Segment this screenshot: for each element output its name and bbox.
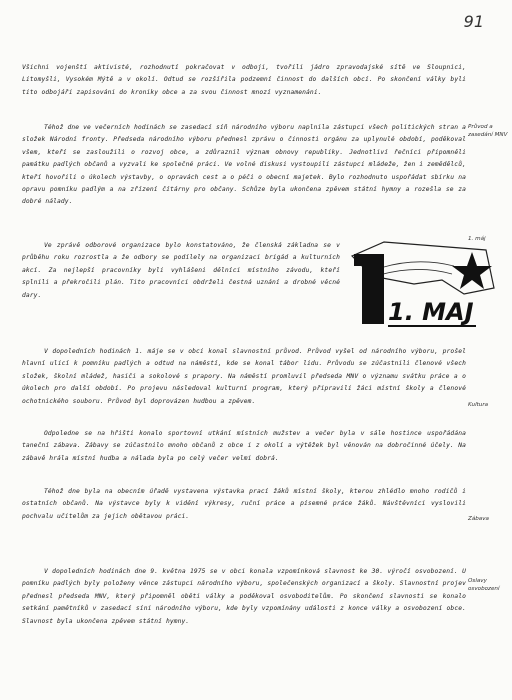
logo-text: 1. MAJ <box>388 298 474 326</box>
margin-note-2: 1. máj <box>468 236 486 242</box>
paragraph-5: Odpoledne se na hřišti konalo sportovní utkání místních mužstev a večer byla v sále hostince uspořádána taneční zábava. Zábavy se zúčastnilo mnoho občanů z obce i z okolí a výtěžek byl věnován na dobročinné účely. Na zábavě hrála místní hudba a nálada byla po celý večer velmi dobrá. <box>22 430 466 462</box>
margin-note-3: Kultura <box>468 402 489 408</box>
page-number: 91 <box>463 12 484 31</box>
paragraph-7: V dopoledních hodinách dne 9. května 1975 se v obci konala vzpomínková slavnost ke 30. výročí osvobození. U pomníku padlých byly položeny věnce zástupci národního výboru, společenských organizací a školy. Slavnostní projev přednesl předseda MNV, který připomněl oběti války a poděkoval osvoboditelům. Po skončení slavnosti se konalo setkání pamětníků v zasedací síni národního výboru, kde byly vzpomínány události z konce války a osvobození obce. Slavnost byla ukončena zpěvem státní hymny. <box>22 568 466 625</box>
flag-line-2 <box>376 269 452 276</box>
paragraph-3: Ve zprávě odborové organizace bylo konstatováno, že členská základna se v průběhu roku rozrostla a že odbory se podílely na organizaci brigád a kulturních akcí. Za nejlepší pracovníky byli vyhlášeni dělníci místního závodu, kteří splnili a překročili plán. Tito pracovníci obdrželi čestná uznání a drobné věcné dary. <box>22 242 340 299</box>
paragraph-4: V dopoledních hodinách 1. máje se v obci konal slavnostní průvod. Průvod vyšel od národního výboru, prošel hlavní ulicí k pomníku padlých a odtud na náměstí, kde se konal tábor lidu. Průvodu se zúčastnili členové všech složek, školní mládež, hasiči a sokolové s prapory. Na náměstí promluvil předseda MNV o významu svátku práce a o úkolech pro další období. Po projevu následoval kulturní program, který připravili žáci místní školy a členové ochotnického souboru. Průvod byl doprovázen hudbou a zpěvem. <box>22 348 466 405</box>
margin-note-5: Oslavy osvobození <box>468 578 500 592</box>
numeral-one-flag <box>354 254 366 266</box>
margin-note-1: Průvod a zasedání MNV <box>468 124 508 138</box>
may-day-logo <box>344 236 502 336</box>
paragraph-1: Všichni vojenští aktivisté, rozhodnutí pokračovat v odboji, tvořili jádro zpravodajské sítě ve Sloupnici, Litomyšli, Vysokém Mýtě a v okolí. Odtud se rozšířila podzemní činnost do dalších obcí. Po skončení války byli tito odbojáři zapisováni do kroniky obce a za svou činnost mnozí vyznamenáni. <box>22 64 466 96</box>
flag-line-1 <box>374 262 454 270</box>
star-icon <box>452 252 492 289</box>
paragraph-6: Téhož dne byla na obecním úřadě vystavena výstavka prací žáků místní školy, kterou zhlédlo mnoho rodičů i ostatních občanů. Na výstavce byly k vidění výkresy, ruční práce a písemné práce žáků. Návštěvníci vyslovili pochvalu učitelům za jejich obětavou práci. <box>22 488 466 520</box>
margin-note-4: Zábava <box>468 516 489 522</box>
paragraph-2: Téhož dne ve večerních hodinách se zasedací síň národního výboru naplnila zástupci všech politických stran a složek Národní fronty. Předseda národního výboru přednesl zprávu o činnosti orgánu za uplynulé období, poděkoval všem, kteří se zasloužili o rozvoj obce, a zdůraznil význam obnovy republiky. Jednotliví řečníci připomněli památku padlých občanů a vyzvali ke společné práci. Ve volné diskusi vystoupili zástupci mládeže, žen i zemědělců, kteří hovořili o úkolech výstavby, o opravách cest a o péči o obecní majetek. Bylo rozhodnuto uspořádat sbírku na opravu pomníku padlým a na zřízení čítárny pro občany. Schůze byla ukončena zpěvem státní hymny a rozešla se za dobré nálady. <box>22 124 466 206</box>
